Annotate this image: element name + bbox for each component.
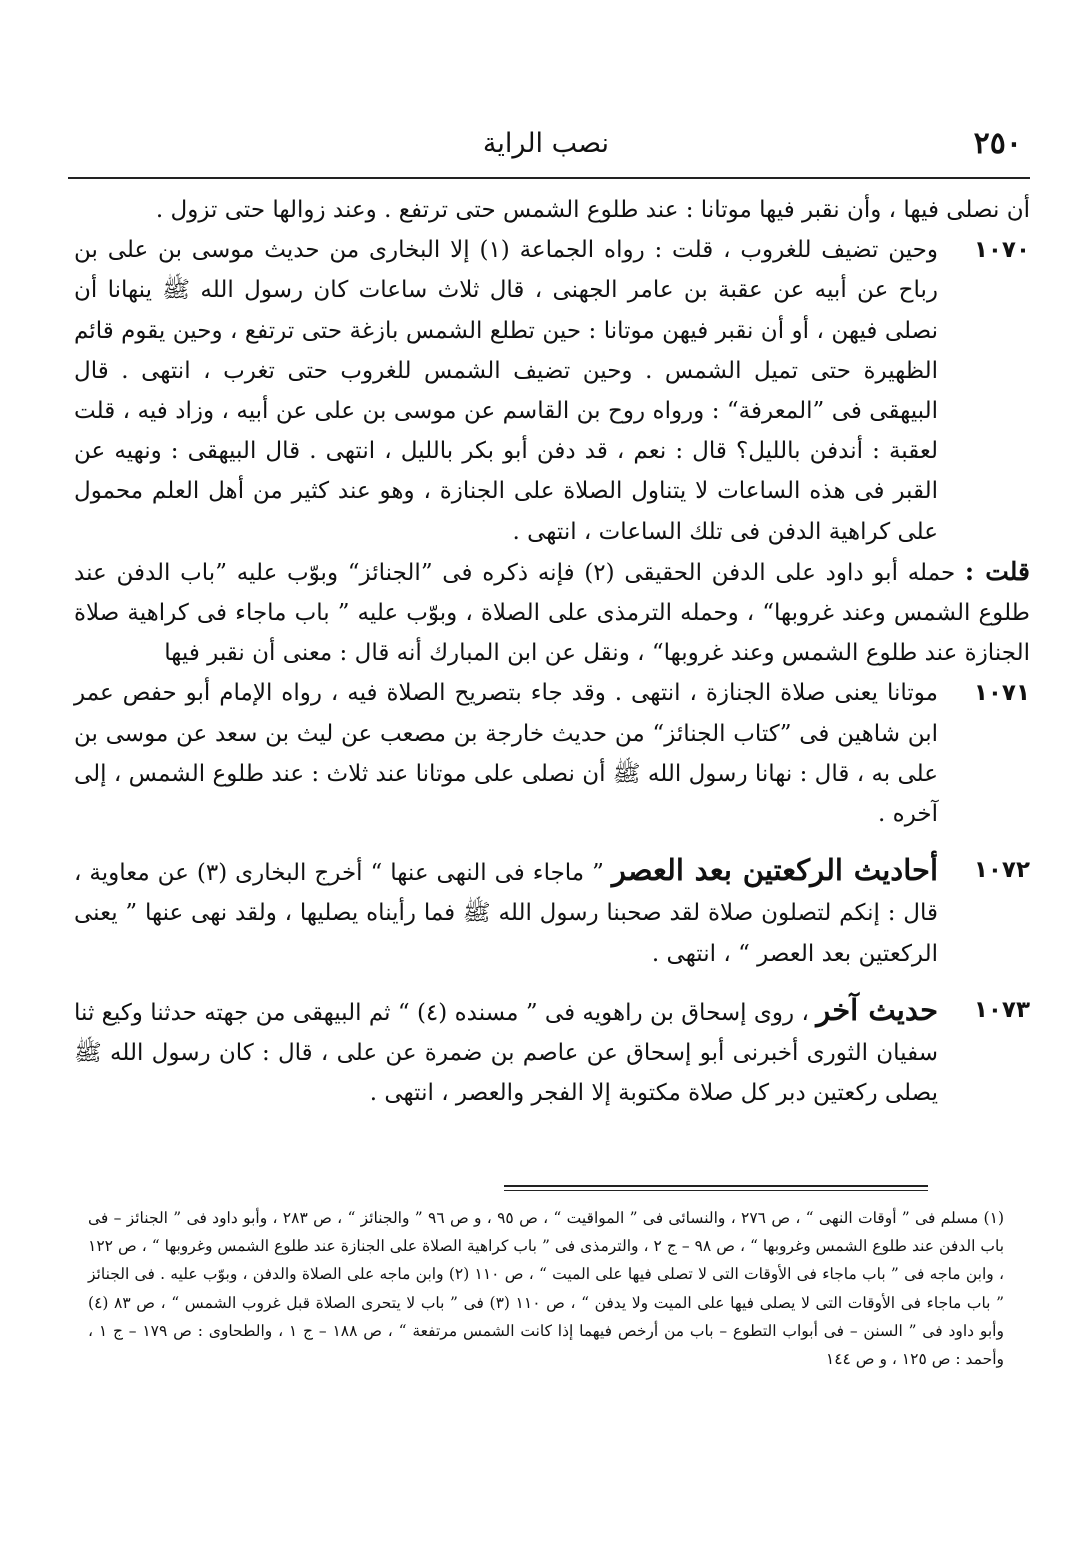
paragraph: [74, 190, 1030, 230]
paragraph: [74, 552, 1030, 674]
hadith-number: ١٠٧٠: [973, 237, 1030, 264]
hadith-paragraph: [74, 990, 1030, 1114]
body-text: [74, 190, 1030, 1113]
paragraph-text: أن نصلى فيها ، وأن نقبر فيها موتانا : عند طلوع الشمس حتى ترتفع . وعند زوالها حتى تزول .: [155, 197, 1030, 223]
hadith-paragraph: [74, 850, 1030, 974]
paragraph-text: موتانا يعنى صلاة الجنازة ، انتهى . وقد جاء بتصريح الصلاة فيه ، رواه الإمام أبو حفص عمر ابن شاهين فى ”كتاب الجنائز“ من حديث خارجة بن مصعب عن ليث بن سعد عن موسى بن على به ، قال : نهانا رسول الله ﷺ أن نصلى على موتانا عند ثلاث : عند طلوع الشمس ، إلى آخره .: [74, 680, 938, 828]
paragraph-text: ، روى إسحاق بن راهويه فى ” مسنده (٤) “ ثم البيهقى من جهته حدثنا وكيع ثنا سفيان الثورى أخبرنى أبو إسحاق عن عاصم بن ضمرة عن على ، قال : كان رسول الله ﷺ يصلى ركعتين دبر كل صلاة مكتوبة إلا الفجر والعصر ، انتهى .: [74, 999, 938, 1107]
section-heading: أحاديث الركعتين بعد العصر: [611, 853, 939, 888]
paragraph-text: حمله أبو داود على الدفن الحقيقى (٢) فإنه ذكره فى ”الجنائز“ وبوّب عليه ”باب الدفن عند طلوع الشمس وعند غروبها“ ، وحمله الترمذى على الصلاة ، وبوّب عليه ” باب ماجاء فى كراهية صلاة الجنازة عند طلوع الشمس وعند غروبها“ ، ونقل عن ابن المبارك أنه قال : معنى أن نقبر فيها: [74, 559, 1030, 667]
running-title: نصب الراية: [482, 127, 610, 159]
hadith-number: ١٠٧٣: [973, 996, 1030, 1023]
footnote-separator: [504, 1185, 928, 1194]
paragraph-lead: قلت :: [964, 556, 1031, 586]
hadith-paragraph: [74, 230, 1030, 552]
page-header: [70, 118, 1022, 168]
paragraph-text: وحين تضيف للغروب ، قلت : رواه الجماعة (١) إلا البخارى من حديث موسى بن على بن رباح عن أبيه عن عقبة بن عامر الجهنى ، قال ثلاث ساعات كان رسول الله ﷺ ينهانا أن نصلى فيهن ، أو أن نقبر فيهن موتانا : حين تطلع الشمس بازغة حتى ترتفع ، وحين يقوم قائم الظهيرة حتى تميل الشمس . وحين تضيف الشمس للغروب حتى تغرب ، انتهى . قال البيهقى فى ”المعرفة“ : ورواه روح بن القاسم عن موسى بن على عن أبيه ، وزاد فيه ، قلت لعقبة : أندفن بالليل؟ قال : نعم ، قد دفن أبو بكر بالليل ، انتهى . قال البيهقى : ونهيه عن القبر فى هذه الساعات لا يتناول الصلاة على الجنازة ، وهو عند كثير من أهل العلم محمول على كراهية الدفن فى تلك الساعات ، انتهى .: [74, 237, 938, 545]
hadith-number: ١٠٧٢: [973, 857, 1030, 884]
footnotes: (١) مسلم فى ” أوقات النهى “ ، ص ٢٧٦ ، والنسائى فى ” المواقيت “ ، ص ٩٥ ، و ص ٩٦ ” والجنائز “ ، ص ٢٨٣ ، وأبو داود فى ” الجنائز – فى باب الدفن عند طلوع الشمس وغروبها “ ، ص ٩٨ – ج ٢ ، والترمذى فى ” باب كراهية الصلاة على الجنازة عند طلوع الشمس وغروبها “ ، ص ١٢٢ ، وابن ماجه فى ” باب ماجاء فى الأوقات التى لا تصلى فيها على الميت “ ، ص ١١٠ (٢) وابن ماجه على الصلاة والدفن ، وبوّب عليه . فى الجنائز ” باب ماجاء فى الأوقات التى لا يصلى فيها على الميت ولا يدفن “ ، ص ١١٠ (٣) فى ” باب لا يتحرى الصلاة قبل غروب الشمس “ ، ص ٨٣ (٤) وأبو داود فى ” السنن – فى أبواب التطوع – باب من أرخص فيهما إذا كانت الشمس مرتفعة “ ، ص ١٨٨ – ج ١ ، والطحاوى : ص ١٧٩ – ج ١ ، وأحمد : ص ١٢٥ ، و ص ١٤٤: [88, 1209, 1005, 1369]
hadith-paragraph: [74, 673, 1030, 834]
section-heading: حديث آخر: [816, 992, 939, 1027]
header-rule: [68, 177, 1030, 179]
page-number: ٢٥٠: [973, 125, 1022, 161]
paragraph-text: ” ماجاء فى النهى عنها “ أخرج البخارى (٣) عن معاوية ، قال : إنكم لتصلون صلاة لقد صحبنا رسول الله ﷺ فما رأيناه يصليها ، ولقد نهى عنها ” يعنى الركعتين بعد العصر “ ، انتهى .: [74, 860, 938, 967]
hadith-number: ١٠٧١: [973, 680, 1030, 707]
